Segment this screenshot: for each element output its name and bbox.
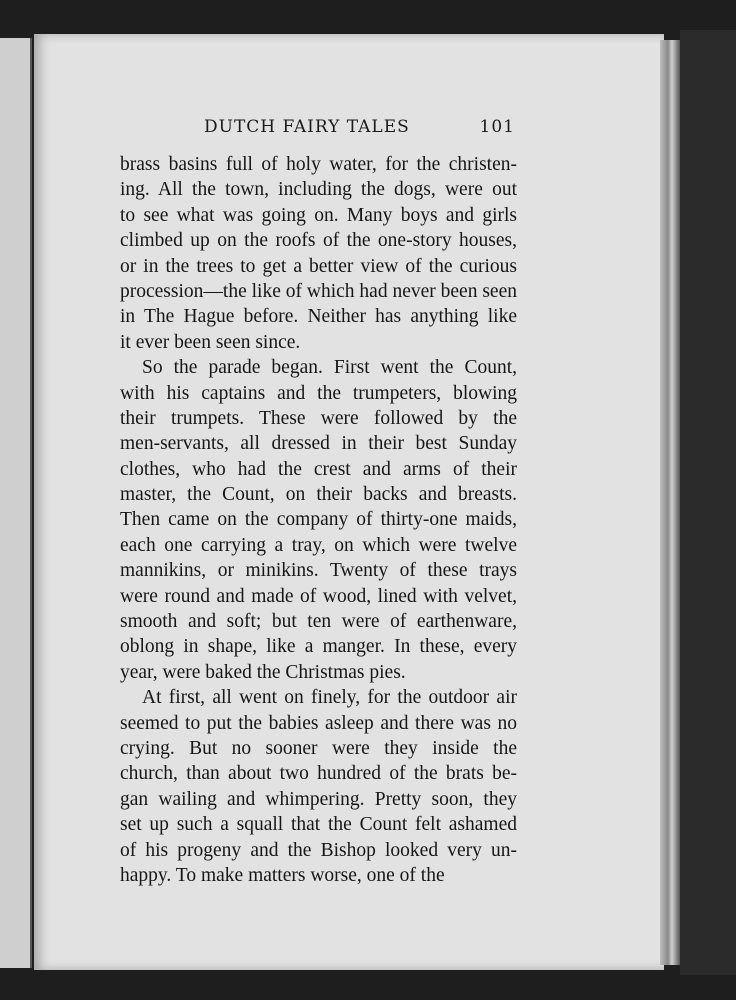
text-line: So the parade began. First went the Count, (142, 357, 517, 379)
text-line: oblong in shape, like a manger. In these, every (120, 636, 517, 658)
body-text (120, 152, 517, 888)
text-line: to see what was going on. Many boys and girls (120, 204, 517, 226)
text-line: Then came on the company of thirty-one maids, (120, 509, 517, 531)
text-line: were round and made of wood, lined with velvet, (120, 585, 517, 607)
text-line: with his captains and the trumpeters, blowing (120, 382, 517, 404)
text-line: master, the Count, on their backs and breasts. (120, 484, 517, 506)
text-line: gan wailing and whimpering. Pretty soon, they (120, 788, 517, 810)
text-line: seemed to put the babies asleep and there was no (120, 712, 517, 734)
page-number: 101 (479, 117, 515, 137)
text-line: smooth and soft; but ten were of earthenware, (120, 611, 517, 633)
text-line: mannikins, or minikins. Twenty of these trays (120, 560, 517, 582)
text-line: year, were baked the Christmas pies. (120, 661, 406, 683)
page-block-edge (660, 40, 680, 965)
text-line: their trumpets. These were followed by the (120, 407, 517, 429)
text-line: happy. To make matters worse, one of the (120, 864, 445, 886)
text-line: brass basins full of holy water, for the christen- (120, 154, 517, 175)
page-header (120, 117, 515, 143)
text-line: clothes, who had the crest and arms of their (120, 458, 517, 480)
text-line: At first, all went on finely, for the outdoor air (142, 687, 517, 709)
text-line: it ever been seen since. (120, 331, 301, 353)
text-line: in The Hague before. Neither has anything like (120, 306, 517, 328)
text-line: church, than about two hundred of the brats be- (120, 763, 517, 785)
text-line: ing. All the town, including the dogs, were out (120, 179, 517, 201)
text-line: men-servants, all dressed in their best Sunday (120, 433, 517, 455)
text-line: or in the trees to get a better view of the curious (120, 255, 517, 277)
text-line: crying. But no sooner were they inside the (120, 737, 517, 759)
text-line: set up such a squall that the Count felt ashamed (120, 814, 517, 836)
book-cover (680, 30, 736, 975)
facing-page-edge (0, 38, 32, 968)
text-line: each one carrying a tray, on which were twelve (120, 534, 517, 556)
text-line: climbed up on the roofs of the one-story houses, (120, 230, 517, 252)
running-title: DUTCH FAIRY TALES (204, 117, 410, 137)
text-line: of his progeny and the Bishop looked very un- (120, 839, 517, 861)
text-line: procession—the like of which had never been seen (120, 280, 517, 302)
